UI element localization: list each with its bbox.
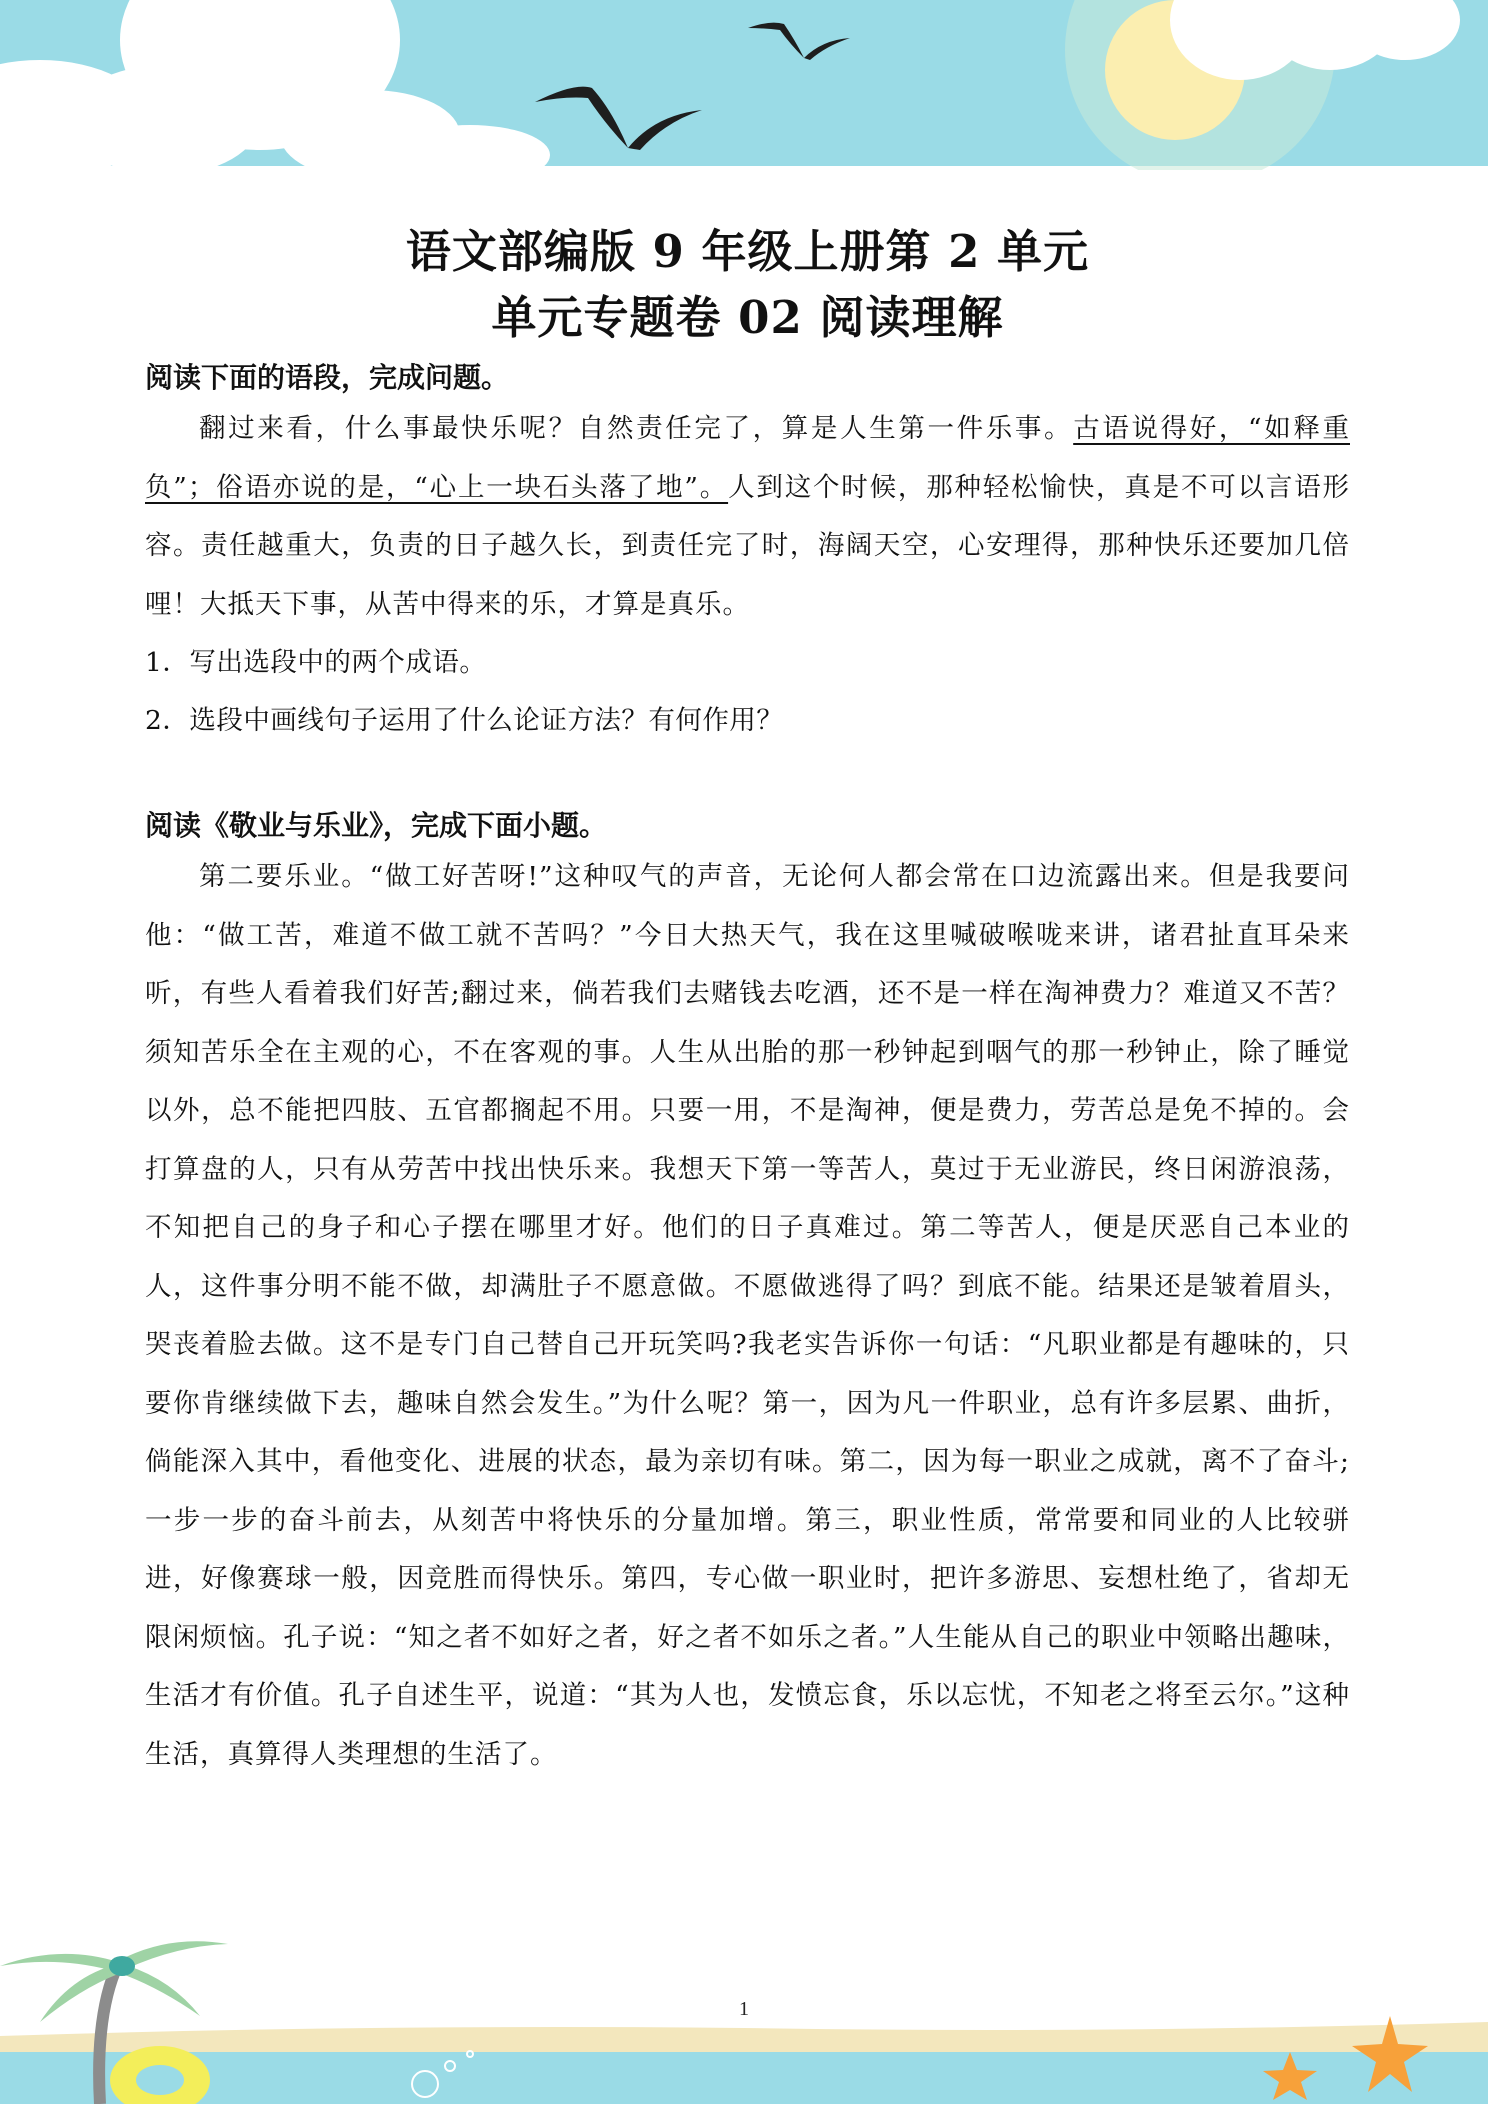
sand-band	[0, 2022, 1488, 2052]
sea-band	[0, 2044, 1488, 2104]
passage-text: 翻过来看，什么事最快乐呢？自然责任完了，算是人生第一件乐事。	[199, 413, 1074, 444]
question-2: 2．选段中画线句子运用了什么论证方法？有何作用？	[145, 705, 784, 736]
section-2-passage: 第二要乐业。“做工好苦呀!”这种叹气的声音，无论何人都会常在口边流露出来。但是我要问他：“做工苦，难道不做工就不苦吗？”今日大热天气，我在这里喊破喉咙来讲，诸君扯直耳朵来听，有些人看着我们好苦;翻过来，倘若我们去赌钱去吃酒，还不是一样在淘神费力？难道又不苦？须知苦乐全在主观的心，不在客观的事。人生从出胎的那一秒钟起到咽气的那一秒钟止，除了睡觉以外，总不能把四肢、五官都搁起不用。只要一用，不是淘神，便是费力，劳苦总是免不掉的。会打算盘的人，只有从劳苦中找出快乐来。我想天下第一等苦人，莫过于无业游民，终日闲游浪荡，不知把自己的身子和心子摆在哪里才好。他们的日子真难过。第二等苦人，便是厌恶自己本业的人，这件事分明不能不做，却满肚子不愿意做。不愿做逃得了吗？到底不能。结果还是皱着眉头，哭丧着脸去做。这不是专门自己替自己开玩笑吗?我老实告诉你一句话：“凡职业都是有趣味的，只要你肯继续做下去，趣味自然会发生。”为什么呢？第一，因为凡一件职业，总有许多层累、曲折，倘能深入其中，看他变化、进展的状态，最为亲切有味。第二，因为每一职业之成就，离不了奋斗;一步一步的奋斗前去，从刻苦中将快乐的分量加增。第三，职业性质，常常要和同业的人比较骈进，好像赛球一般，因竞胜而得快乐。第四，专心做一职业时，把许多游思、妄想杜绝了，省却无限闲烦恼。孔子说：“知之者不如好之者，好之者不如乐之者。”人生能从自己的职业中领略出趣味，生活才有价值。孔子自述生平，说道：“其为人也，发愤忘食，乐以忘忧，不知老之将至云尔。”这种生活，真算得人类理想的生活了。	[145, 861, 1350, 1770]
title-line-2: 单元专题卷 02 阅读理解	[491, 291, 1004, 344]
page-number: 1	[739, 1998, 749, 2020]
footer-decoration	[0, 1904, 1488, 2104]
underlined-sentence: 古语说得好，“如释重负”；俗语亦说的是，“心上一块石头落了地”。	[145, 413, 1350, 503]
section-spacer	[145, 750, 1350, 804]
section-1-passage	[145, 400, 1350, 634]
section-1-heading: 阅读下面的语段，完成问题。	[145, 361, 510, 394]
header-decoration	[0, 0, 1488, 170]
title-line-1: 语文部编版 9 年级上册第 2 单元	[405, 225, 1090, 278]
question-1: 1．写出选段中的两个成语。	[145, 647, 487, 678]
document-body	[145, 220, 1350, 1784]
passage-text: 人到这个时候，那种轻松愉快，真是不可以言语形容。责任越重大，负责的日子越久长，到责任完了时，海阔天空，心安理得，那种快乐还要加几倍哩！大抵天下事，从苦中得来的乐，才算是真乐。	[145, 471, 1350, 620]
section-2-heading: 阅读《敬业与乐业》，完成下面小题。	[145, 809, 608, 842]
